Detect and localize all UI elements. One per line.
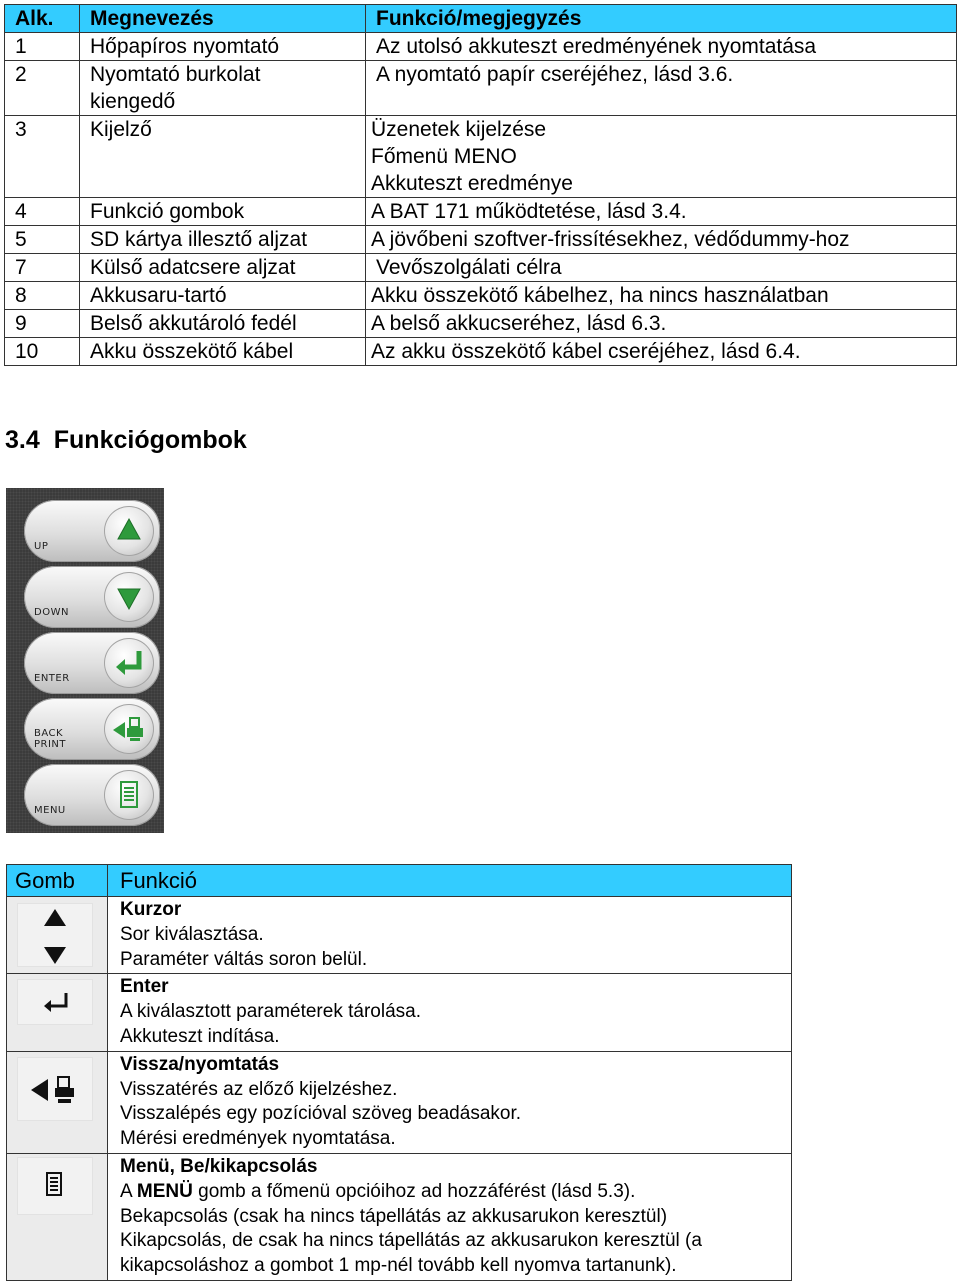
name-line: kiengedő — [90, 90, 176, 113]
arrow-up-icon — [104, 506, 154, 556]
arrow-down-icon — [104, 572, 154, 622]
row-function — [366, 282, 957, 310]
menu-icon — [17, 1157, 93, 1215]
function-line: Visszatérés az előző kijelzéshez. — [120, 1078, 398, 1100]
table-row — [7, 1051, 792, 1153]
row-function — [366, 338, 957, 366]
table-row — [5, 254, 957, 282]
row-function — [366, 226, 957, 254]
table-row — [5, 282, 957, 310]
function-title: Menü, Be/kikapcsolás — [120, 1155, 318, 1177]
function-line: Kikapcsolás, de csak ha nincs tápellátás az akkusarukon keresztül (a — [120, 1230, 702, 1252]
row-number: 10 — [5, 338, 80, 366]
header-funkcio: Funkció/megjegyzés — [366, 5, 957, 33]
keypad-button-down[interactable] — [24, 566, 160, 628]
button-function-cell — [108, 1051, 792, 1153]
function-line-prefix: A — [120, 1180, 137, 1202]
table-row — [5, 310, 957, 338]
function-line: Paraméter váltás soron belül. — [120, 948, 368, 970]
table-row — [5, 33, 957, 61]
header-alk: Alk. — [5, 5, 80, 33]
function-line: Visszalépés egy pozícióval szöveg beadásakor. — [120, 1103, 522, 1125]
name-line: Hőpapíros nyomtató — [90, 35, 280, 58]
row-name — [80, 310, 366, 338]
function-keypad — [6, 488, 164, 833]
header-megnevezes: Megnevezés — [80, 5, 366, 33]
keypad-button-label: DOWN — [34, 607, 69, 618]
function-line: Az utolsó akkuteszt eredményének nyomtatása — [376, 35, 817, 58]
function-line: A belső akkucseréhez, lásd 6.3. — [371, 312, 667, 335]
button-icon-cell — [7, 897, 108, 974]
name-line: Külső adatcsere aljzat — [90, 256, 296, 279]
buttons-table-body — [7, 897, 792, 1281]
parts-table — [4, 4, 957, 366]
keypad-button-menu[interactable] — [24, 764, 160, 826]
row-number: 5 — [5, 226, 80, 254]
table-row — [5, 116, 957, 198]
function-title: Enter — [120, 976, 169, 998]
button-icon-cell — [7, 974, 108, 1051]
table-row — [7, 974, 792, 1051]
parts-table-body — [5, 33, 957, 366]
button-function-cell — [108, 1153, 792, 1280]
row-function — [366, 254, 957, 282]
name-line: Akku összekötő kábel — [90, 340, 294, 363]
function-line: Akku összekötő kábelhez, ha nincs használatban — [371, 284, 829, 307]
function-line: Üzenetek kijelzése — [371, 118, 547, 141]
row-function — [366, 33, 957, 61]
row-name — [80, 198, 366, 226]
buttons-table — [6, 864, 792, 1281]
enter-icon — [104, 638, 154, 688]
buttons-table-header — [7, 865, 792, 897]
button-icon-cell — [7, 1153, 108, 1280]
function-line: Sor kiválasztása. — [120, 923, 264, 945]
row-name — [80, 226, 366, 254]
name-line: Kijelző — [90, 118, 152, 141]
function-line: Mérési eredmények nyomtatása. — [120, 1128, 396, 1150]
row-number: 9 — [5, 310, 80, 338]
function-line: Akkuteszt eredménye — [371, 172, 573, 195]
keypad-button-up[interactable] — [24, 500, 160, 562]
section-heading — [5, 423, 247, 457]
function-line: Akkuteszt indítása. — [120, 1025, 280, 1047]
function-line: kikapcsoláshoz a gombot 1 mp-nél tovább kell nyomva tartanunk). — [120, 1255, 677, 1277]
header-funkcio: Funkció — [108, 865, 792, 897]
keypad-button-label: UP — [34, 541, 49, 552]
row-name — [80, 33, 366, 61]
menu-icon — [104, 770, 154, 820]
table-row — [5, 198, 957, 226]
section-number: 3.4 — [5, 426, 40, 454]
up-down-arrows-icon — [17, 903, 93, 967]
function-line — [120, 1180, 790, 1205]
button-icon-cell — [7, 1051, 108, 1153]
header-gomb: Gomb — [7, 865, 108, 897]
table-row — [7, 897, 792, 974]
function-line: Vevőszolgálati célra — [376, 256, 562, 279]
row-name — [80, 282, 366, 310]
row-number: 3 — [5, 116, 80, 198]
row-name — [80, 61, 366, 116]
row-number: 4 — [5, 198, 80, 226]
row-number: 7 — [5, 254, 80, 282]
row-function — [366, 310, 957, 338]
keypad-button-label: ENTER — [34, 673, 70, 684]
row-name — [80, 116, 366, 198]
function-line-keyword: MENÜ — [136, 1180, 193, 1202]
function-line: Főmenü MENO — [371, 145, 517, 168]
function-line-suffix: gomb a főmenü opcióihoz ad hozzáférést (lásd 5.3). — [192, 1180, 636, 1202]
function-line: A jövőbeni szoftver-frissítésekhez, védődummy-hoz — [371, 228, 850, 251]
name-line: SD kártya illesztő aljzat — [90, 228, 308, 251]
function-title: Kurzor — [120, 899, 182, 920]
keypad-button-enter[interactable] — [24, 632, 160, 694]
row-function — [366, 61, 957, 116]
keypad-button-label: BACK PRINT — [34, 728, 67, 750]
row-number: 1 — [5, 33, 80, 61]
row-function — [366, 198, 957, 226]
table-row — [7, 1153, 792, 1280]
table-row — [5, 226, 957, 254]
button-function-cell — [108, 897, 792, 974]
function-title: Vissza/nyomtatás — [120, 1053, 280, 1075]
name-line: Belső akkutároló fedél — [90, 312, 297, 335]
back-print-icon — [17, 1057, 93, 1121]
name-line: Funkció gombok — [90, 200, 245, 223]
name-line: Nyomtató burkolat — [90, 63, 261, 86]
row-function — [366, 116, 957, 198]
row-name — [80, 338, 366, 366]
function-line: A BAT 171 működtetése, lásd 3.4. — [371, 200, 687, 223]
keypad-button-label: MENU — [34, 805, 66, 816]
function-line: Bekapcsolás (csak ha nincs tápellátás az akkusarukon keresztül) — [120, 1205, 668, 1227]
row-name — [80, 254, 366, 282]
section-title: Funkciógombok — [53, 426, 247, 454]
keypad-button-back-print[interactable] — [24, 698, 160, 760]
table-row — [5, 338, 957, 366]
row-number: 8 — [5, 282, 80, 310]
row-number: 2 — [5, 61, 80, 116]
function-line: A kiválasztott paraméterek tárolása. — [120, 1001, 421, 1023]
enter-icon — [17, 979, 93, 1025]
function-line: Az akku összekötő kábel cseréjéhez, lásd 6.4. — [371, 340, 801, 363]
table-row — [5, 61, 957, 116]
back-print-icon — [104, 704, 154, 754]
name-line: Akkusaru-tartó — [90, 284, 227, 307]
parts-table-header — [5, 5, 957, 33]
button-function-cell — [108, 974, 792, 1051]
function-line: A nyomtató papír cseréjéhez, lásd 3.6. — [376, 63, 734, 86]
